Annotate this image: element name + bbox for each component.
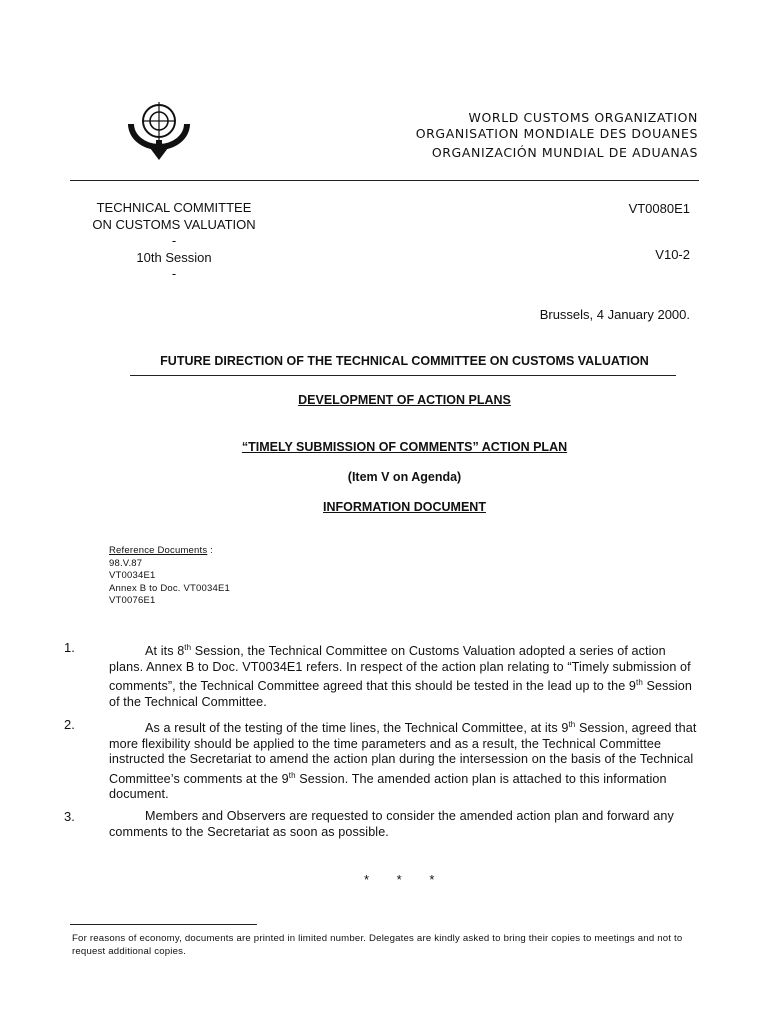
org-name-spanish: ORGANIZACIÓN MUNDIAL DE ADUANAS [431,145,698,160]
session-label: 10th Session [136,249,212,265]
title-divider [130,375,676,376]
committee-line-1: TECHNICAL COMMITTEE [96,200,252,215]
action-plan-title: “TIMELY SUBMISSION OF COMMENTS” ACTION PLAN [241,440,568,454]
paragraph-number: 1. [64,640,75,655]
org-name-english: WORLD CUSTOMS ORGANIZATION [468,110,698,125]
document-date: Brussels, 4 January 2000. [539,307,690,322]
reference-item: Annex B to Doc. VT0034E1 [109,582,230,594]
reference-colon: : [207,545,214,556]
reference-item: 98.V.87 [109,557,143,569]
section-separator: * * * [364,872,435,887]
dash-separator: - [171,266,177,281]
paragraph-number: 2. [64,717,75,732]
document-type: INFORMATION DOCUMENT [323,500,486,514]
subtitle: DEVELOPMENT OF ACTION PLANS [298,393,511,407]
reference-documents [109,545,230,608]
org-name-french: ORGANISATION MONDIALE DES DOUANES [415,126,698,141]
paragraph-2: As a result of the testing of the time lines, the Technical Committee, at its 9th Session, agreed that more flexibility should be applied to the time parameters and as a result, the Technical Committee instructed the Secretariat to amend the action plan during the intersession on the basis of the Technical Committee’s comments at the 9th Session. The amended action plan is attached to this information document. [109,720,697,802]
wco-logo [124,100,194,164]
main-title: FUTURE DIRECTION OF THE TECHNICAL COMMITTEE ON CUSTOMS VALUATION [160,354,649,368]
footnote-divider [70,924,257,925]
reference-item: VT0076E1 [109,595,156,606]
document-reference: VT0080E1 [628,201,690,216]
reference-label: Reference Documents [109,545,208,556]
dash-separator: - [171,233,177,248]
reference-item: VT0034E1 [109,570,156,581]
header-divider [70,180,699,181]
paragraph-number: 3. [64,809,75,824]
paragraph-3: Members and Observers are requested to consider the amended action plan and forward any comments to the Secretariat as soon as possible. [109,809,674,839]
paragraph-1: At its 8th Session, the Technical Committee on Customs Valuation adopted a series of action plans. Annex B to Doc. VT0034E1 refers. In respect of the action plan relating to “Timely submission of comments”, the Technical Committee agreed that this should be tested in the lead up to the 9th Session of the Technical Committee. [109,643,692,709]
document-version: V10-2 [655,247,690,262]
committee-line-2: ON CUSTOMS VALUATION [92,216,256,232]
committee-block [76,200,272,283]
footnote: For reasons of economy, documents are printed in limited number. Delegates are kindly asked to bring their copies to meetings and not to request additional copies. [72,933,683,957]
agenda-item: (Item V on Agenda) [347,470,462,484]
